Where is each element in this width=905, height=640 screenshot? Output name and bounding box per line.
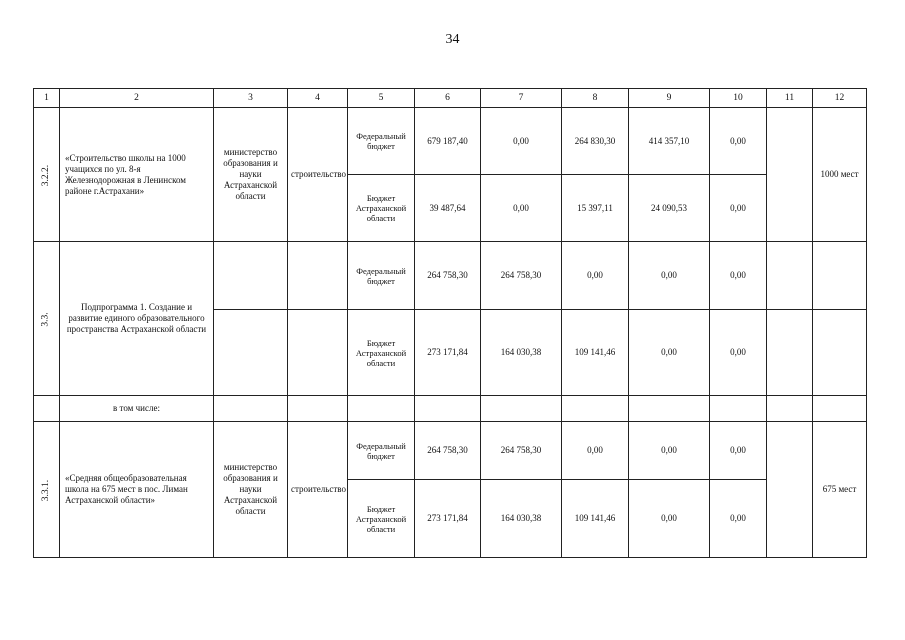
column-header: 10 [710,89,767,108]
empty-cell [629,396,710,422]
value-cell: 24 090,53 [629,175,710,242]
funding-source: Федеральный бюджет [348,108,415,175]
row-number-text: 3.3. [41,311,51,327]
funding-source: Бюджет Астраханской области [348,175,415,242]
empty-cell [214,242,288,310]
empty-cell [214,310,288,396]
empty-cell [348,396,415,422]
value-cell: 0,00 [710,310,767,396]
executor: министерство образования и науки Астраханской области [214,422,288,558]
empty-cell [767,108,813,242]
value-cell: 264 758,30 [415,422,481,480]
value-cell: 679 187,40 [415,108,481,175]
value-cell: 264 830,30 [562,108,629,175]
table-row [34,242,867,310]
empty-cell [767,396,813,422]
row-number [34,422,60,558]
capacity: 675 мест [813,422,867,558]
including-label: в том числе: [60,396,214,422]
value-cell: 0,00 [629,242,710,310]
funding-source: Федеральный бюджет [348,422,415,480]
column-header: 8 [562,89,629,108]
empty-cell [813,310,867,396]
column-header: 4 [288,89,348,108]
capacity: 1000 мест [813,108,867,242]
value-cell: 39 487,64 [415,175,481,242]
value-cell: 109 141,46 [562,310,629,396]
row-number-text: 3.2.2. [41,164,51,186]
row-number [34,242,60,396]
subprogram-name: Подпрограмма 1. Создание и развитие единого образовательного пространства Астраханской области [60,242,214,396]
value-cell: 0,00 [481,175,562,242]
funding-source: Бюджет Астраханской области [348,310,415,396]
value-cell: 0,00 [562,242,629,310]
value-cell: 264 758,30 [481,242,562,310]
empty-cell [481,396,562,422]
table-row [34,108,867,175]
empty-cell [767,310,813,396]
value-cell: 414 357,10 [629,108,710,175]
empty-cell [562,396,629,422]
column-header: 7 [481,89,562,108]
empty-cell [288,396,348,422]
table-row [34,396,867,422]
column-header: 12 [813,89,867,108]
empty-cell [813,396,867,422]
empty-cell [214,396,288,422]
funding-source: Бюджет Астраханской области [348,480,415,558]
work-type: строительство [288,422,348,558]
empty-cell [34,396,60,422]
value-cell: 264 758,30 [481,422,562,480]
value-cell: 273 171,84 [415,310,481,396]
object-name: «Средняя общеобразовательная школа на 675 мест в пос. Лиман Астраханской области» [60,422,214,558]
value-cell: 0,00 [710,422,767,480]
row-number [34,108,60,242]
value-cell: 0,00 [710,175,767,242]
empty-cell [288,242,348,310]
page-number: 34 [445,32,460,47]
empty-cell [288,310,348,396]
table-row [34,422,867,480]
program-table [33,88,867,558]
column-header: 2 [60,89,214,108]
executor: министерство образования и науки Астраханской области [214,108,288,242]
row-number-text: 3.3.1. [41,479,51,501]
column-header: 1 [34,89,60,108]
column-header: 5 [348,89,415,108]
funding-source: Федеральный бюджет [348,242,415,310]
empty-cell [415,396,481,422]
table-header-row [34,89,867,108]
value-cell: 0,00 [629,422,710,480]
value-cell: 0,00 [629,480,710,558]
empty-cell [767,242,813,310]
value-cell: 0,00 [710,480,767,558]
empty-cell [710,396,767,422]
empty-cell [813,242,867,310]
value-cell: 0,00 [562,422,629,480]
object-name: «Строительство школы на 1000 учащихся по ул. 8-я Железнодорожная в Ленинском районе г.Астрахани» [60,108,214,242]
value-cell: 0,00 [481,108,562,175]
value-cell: 164 030,38 [481,310,562,396]
work-type: строительство [288,108,348,242]
value-cell: 264 758,30 [415,242,481,310]
column-header: 3 [214,89,288,108]
column-header: 9 [629,89,710,108]
column-header: 11 [767,89,813,108]
value-cell: 109 141,46 [562,480,629,558]
value-cell: 0,00 [710,108,767,175]
value-cell: 15 397,11 [562,175,629,242]
value-cell: 164 030,38 [481,480,562,558]
value-cell: 0,00 [629,310,710,396]
value-cell: 0,00 [710,242,767,310]
empty-cell [767,422,813,558]
column-header: 6 [415,89,481,108]
value-cell: 273 171,84 [415,480,481,558]
